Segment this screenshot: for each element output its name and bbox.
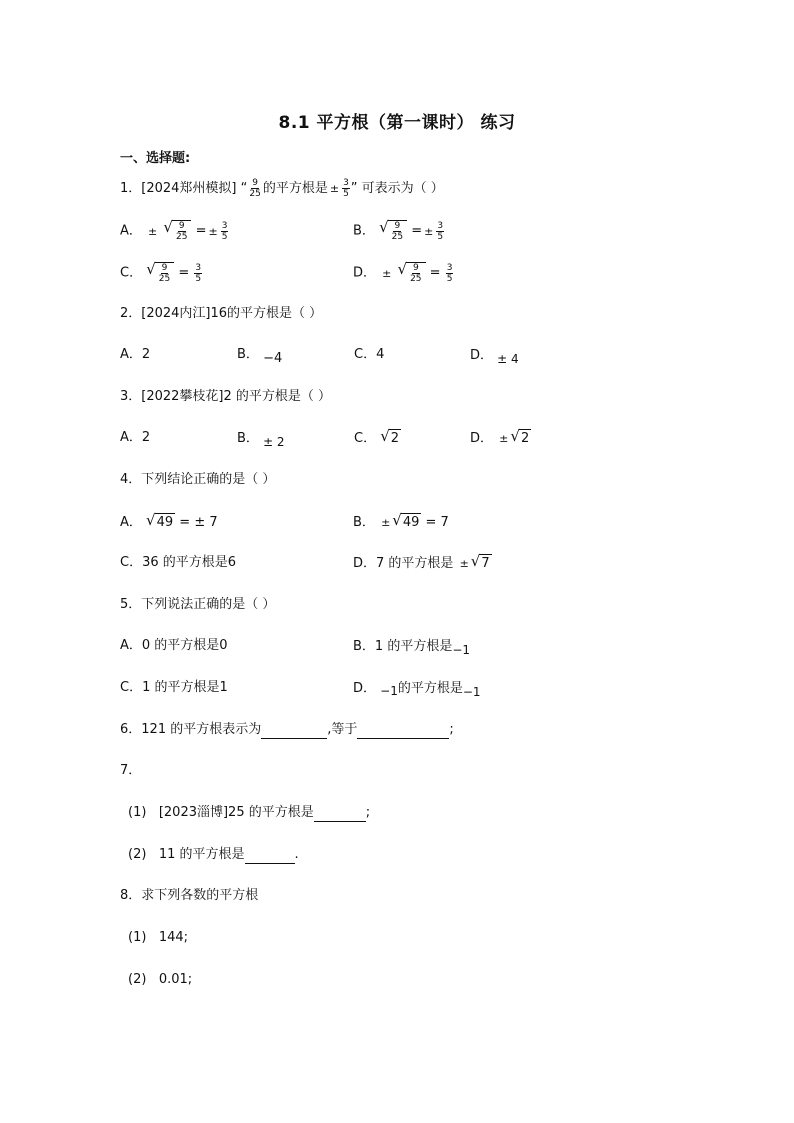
- q5-option-c: C．1 的平方根是1: [120, 680, 228, 695]
- sqrt-icon: √ 2: [380, 427, 400, 446]
- page-title: 8.1 平方根（第一课时） 练习: [278, 113, 516, 133]
- sqrt-icon: √ 7: [470, 552, 490, 571]
- sqrt-icon: √ 2: [510, 427, 530, 446]
- q8-sub-2: (2) 0.01;: [128, 972, 193, 987]
- q2-option-c: C．4: [354, 347, 385, 362]
- q5-option-b: B．1 的平方根是−1: [353, 639, 471, 657]
- fraction-3-5: $\frac{3}{5}$: [343, 178, 349, 199]
- section-heading: 一、选择题:: [120, 151, 191, 166]
- q5-option-a: A．0 的平方根是0: [120, 638, 228, 653]
- q5-option-d: D． −1的平方根是−1: [353, 681, 481, 699]
- q3-option-a: A．2: [120, 430, 151, 445]
- sqrt-icon: √ $\frac{9}{25}$: [398, 262, 426, 284]
- answer-blank[interactable]: [357, 726, 449, 739]
- sqrt-icon: √ 49: [392, 511, 420, 530]
- question-8: 8．求下列各数的平方根: [120, 888, 259, 903]
- q4-option-a: A． √ 49 = ± 7: [120, 511, 218, 530]
- q3-option-d: D． ± √ 2: [470, 427, 530, 446]
- q2-option-d: D． ± 4: [470, 348, 519, 366]
- q4-option-d: D．7 的平方根是 ± √ 7: [353, 552, 490, 571]
- question-2: 2．[2024内江]16的平方根是（ ）: [120, 306, 323, 321]
- q8-sub-1: (1) 144;: [128, 930, 189, 945]
- q2-option-a: A．2: [120, 347, 151, 362]
- q3-option-c: C． √ 2: [354, 427, 400, 446]
- question-1-suffix: ” 可表示为（ ）: [350, 181, 444, 196]
- q7-sub-2: (2) 11 的平方根是 .: [128, 847, 299, 862]
- q3-option-b: B． ± 2: [237, 431, 285, 449]
- question-1-prefix: 1．[2024郑州模拟] “: [120, 181, 248, 196]
- answer-blank[interactable]: [245, 851, 295, 864]
- q1-option-d: D． ± √ $\frac{9}{25}$ = $\frac{3}{5}$: [353, 260, 453, 284]
- q1-option-b: B． √ $\frac{9}{25}$ = ± $\frac{3}{5}$: [353, 218, 444, 242]
- q4-option-b: B． ± √ 49 = 7: [353, 511, 449, 530]
- sqrt-icon: √ $\frac{9}{25}$: [379, 220, 407, 242]
- question-1-mid: 的平方根是: [262, 181, 328, 196]
- sqrt-icon: √ $\frac{9}{25}$: [163, 220, 191, 242]
- answer-blank[interactable]: [314, 809, 366, 822]
- sqrt-icon: √ 49: [146, 511, 174, 530]
- q1-option-c: C． √ $\frac{9}{25}$ = $\frac{3}{5}$: [120, 260, 202, 284]
- fraction-9-25: $\frac{9}{25}$: [249, 178, 261, 199]
- question-7: 7．: [120, 763, 142, 778]
- q7-sub-1: (1) [2023淄博]25 的平方根是 ;: [128, 805, 371, 820]
- q1-option-a: A． ± √ $\frac{9}{25}$ = ± $\frac{3}{5}$: [120, 218, 228, 242]
- question-4: 4．下列结论正确的是（ ）: [120, 472, 276, 487]
- q4-option-c: C．36 的平方根是6: [120, 555, 237, 570]
- answer-blank[interactable]: [261, 726, 327, 739]
- q2-option-b: B． −4: [237, 347, 283, 366]
- question-6: 6．121 的平方根表示为 ,等于 ;: [120, 722, 454, 737]
- question-1: [120, 178, 444, 199]
- sqrt-icon: √ $\frac{9}{25}$: [146, 262, 174, 284]
- plus-minus: ±: [329, 182, 340, 195]
- question-5: 5．下列说法正确的是（ ）: [120, 597, 276, 612]
- question-3: 3．[2022攀枝花]2 的平方根是（ ）: [120, 389, 332, 404]
